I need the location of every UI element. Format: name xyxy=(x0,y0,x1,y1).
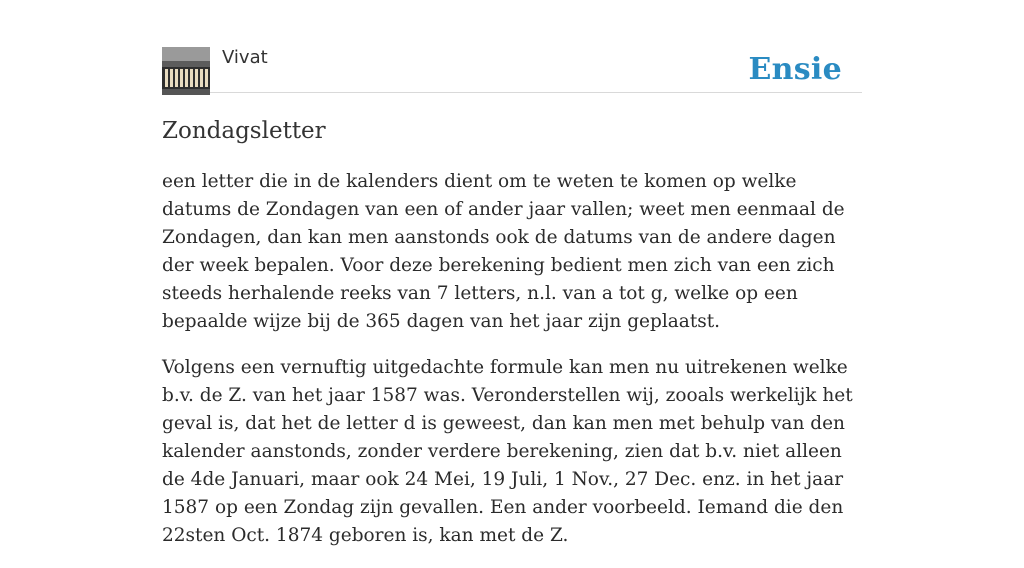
article-header xyxy=(162,46,862,93)
brand-logo[interactable]: Ensie xyxy=(748,52,842,87)
article-title: Zondagsletter xyxy=(162,118,326,144)
avatar[interactable] xyxy=(162,47,210,95)
article-card xyxy=(162,0,862,546)
author-name[interactable]: Vivat xyxy=(222,47,268,68)
article-paragraph: Volgens een vernuftig uitgedachte formule kan men nu uitrekenen welke b.v. de Z. van het jaar 1587 was. Veronderstellen wij, zooals werkelijk het geval is, dat het de letter d is geweest, dan kan men met behulp van den kalender aanstonds, zonder verdere berekening, zien dat b.v. niet alleen de 4de Januari, maar ook 24 Mei, 19 Juli, 1 Nov., 27 Dec. enz. in het jaar 1587 op een Zondag zijn gevallen. Een ander voorbeeld. Iemand die den 22sten Oct. 1874 geboren is, kan met de Z. xyxy=(162,357,853,546)
article-body xyxy=(162,168,866,568)
bookshelf-avatar-icon xyxy=(162,47,210,95)
article-paragraph: een letter die in de kalenders dient om te weten te komen op welke datums de Zondagen van een of ander jaar vallen; weet men eenmaal de Zondagen, dan kan men aanstonds ook de datums van de andere dagen der week bepalen. Voor deze berekening bedient men zich van een zich steeds herhalende reeks van 7 letters, n.l. van a tot g, welke op een bepaalde wijze bij de 365 dagen van het jaar zijn geplaatst. xyxy=(162,171,845,332)
